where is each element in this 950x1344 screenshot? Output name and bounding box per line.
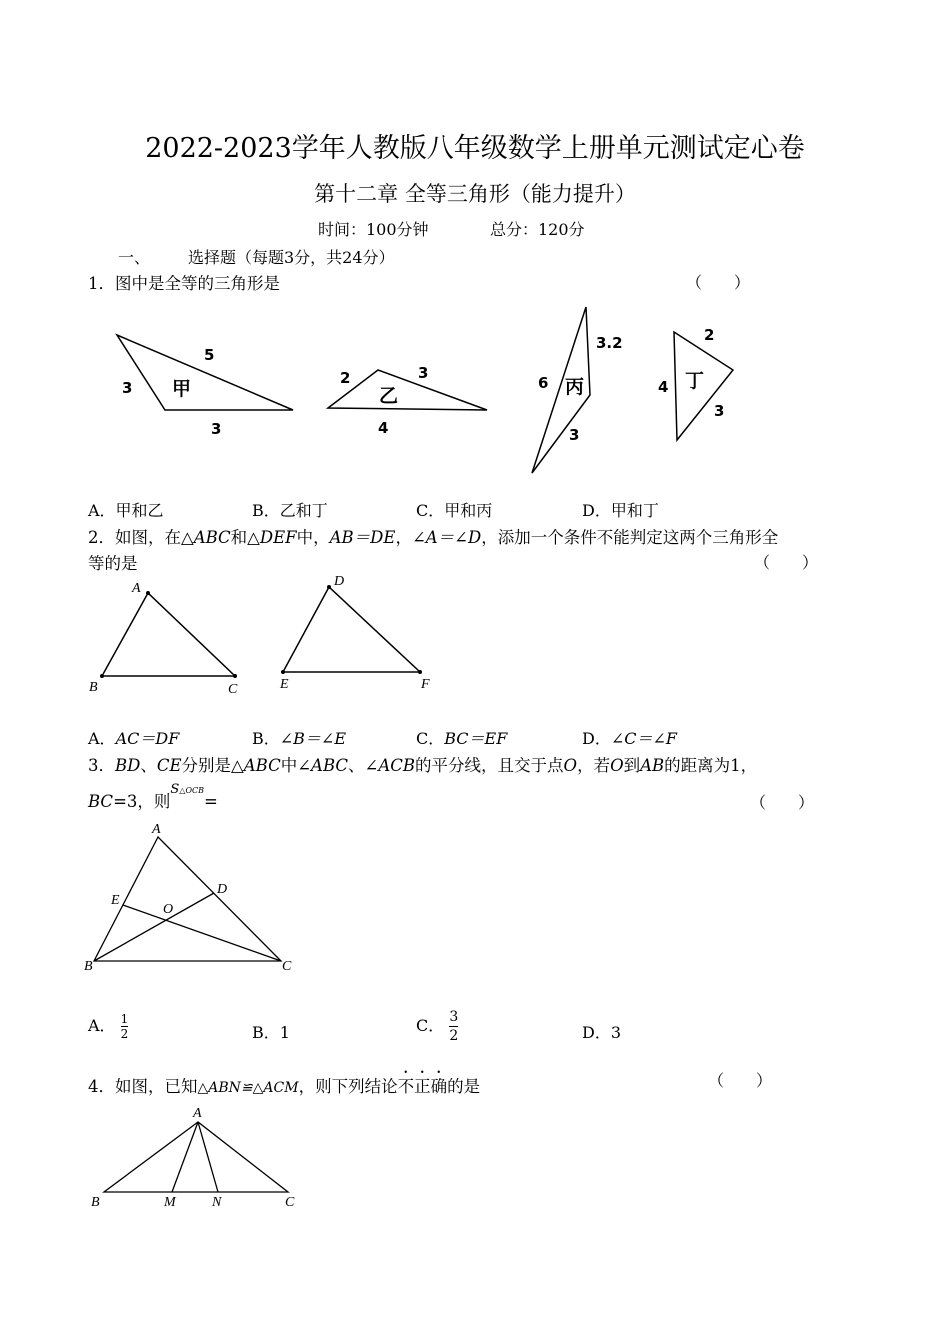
q3-text-part: 3． — [88, 756, 115, 775]
label-c: C — [228, 682, 238, 697]
q3-area-s: S — [170, 782, 180, 797]
q3-angle-abc: ABC — [311, 756, 349, 775]
q2-text-part: ，∠ — [395, 528, 426, 547]
ding-side-c: 3 — [714, 402, 725, 420]
point-c — [233, 674, 237, 678]
q3-text-part: 的平分线，且交于点 — [415, 756, 564, 775]
triangle-abc — [102, 593, 235, 676]
q2-option-text: AC＝DF — [115, 729, 180, 748]
page-title: 2022-2023学年人教版八年级数学上册单元测试定心卷 — [145, 133, 805, 164]
q4-text-part: 的是 — [447, 1077, 481, 1096]
q3-point-o: O — [610, 756, 624, 775]
segment-am — [172, 1122, 198, 1192]
q2-condition-side: AB＝DE — [329, 528, 396, 547]
q3-option-d[interactable] — [582, 1020, 621, 1043]
q2-text-part: 中， — [296, 528, 330, 547]
triangle-yi-label: 乙 — [379, 385, 399, 407]
q3-area-symbol — [170, 782, 204, 797]
jia-side-a: 5 — [204, 346, 215, 364]
bing-side-a: 3.2 — [596, 334, 623, 352]
question-2-line-1 — [88, 524, 778, 548]
q3-angle-acb: ACB — [378, 756, 416, 775]
q4-emphasis-not-correct: 不正确 — [397, 1077, 448, 1096]
label-b: B — [89, 680, 98, 695]
q2-text-part: 2．如图，在△ — [88, 528, 194, 547]
q3-option-b[interactable] — [252, 1020, 290, 1043]
q2-option-letter: C． — [416, 729, 445, 748]
q3-text-part: 中∠ — [280, 756, 312, 775]
answer-bracket-2: （ ） — [754, 553, 819, 572]
point-a — [146, 591, 150, 595]
label-d: D — [334, 574, 345, 589]
q2-option-text: ∠C＝∠F — [610, 729, 678, 748]
fraction-denominator: 2 — [449, 1028, 459, 1044]
yi-side-c: 4 — [378, 419, 389, 437]
q2-triangle-def: DEF — [259, 528, 297, 547]
q3-text-part: =3，则 — [113, 792, 171, 811]
q2-figure — [0, 570, 950, 700]
point-f — [418, 670, 422, 674]
q3-triangle-abc: ABC — [243, 756, 281, 775]
triangle-bing-label: 丙 — [565, 376, 585, 398]
q3-text-part: 分别是△ — [181, 756, 244, 775]
q1-option-c[interactable]: C．甲和丙 — [416, 501, 493, 520]
triangle-abc-q4 — [104, 1122, 288, 1192]
ding-side-a: 2 — [704, 326, 715, 344]
question-3-line-2 — [88, 782, 218, 812]
q2-option-d[interactable] — [582, 726, 677, 749]
q3-option-c[interactable] — [416, 1008, 458, 1045]
section-number: 一、 — [118, 248, 151, 267]
q3-figure — [0, 815, 950, 975]
label-f: F — [421, 677, 430, 692]
q4-figure — [0, 1100, 950, 1220]
q2-option-a[interactable] — [88, 726, 179, 749]
q3-text-part: ，若 — [577, 756, 611, 775]
q1-option-a[interactable]: A．甲和乙 — [88, 501, 164, 520]
fraction-denominator: 2 — [120, 1027, 129, 1041]
jia-side-c: 3 — [211, 420, 222, 438]
question-3-line-1 — [88, 752, 757, 776]
fraction-numerator: 3 — [449, 1009, 459, 1025]
question-4-text — [88, 1068, 480, 1097]
q4-label-b: B — [91, 1195, 100, 1210]
bisector-ce — [123, 905, 281, 961]
q3-text-part: = — [204, 792, 218, 811]
point-d — [327, 585, 331, 589]
q2-option-letter: D． — [582, 729, 611, 748]
label-a: A — [132, 581, 141, 596]
jia-side-b: 3 — [122, 379, 133, 397]
q3-label-c: C — [282, 959, 292, 974]
fraction-numerator: 1 — [120, 1012, 129, 1026]
q3-text-part: 的距离为1， — [664, 756, 758, 775]
q4-label-a: A — [193, 1106, 202, 1121]
triangle-def — [283, 587, 420, 672]
q3-option-letter: C． — [416, 1016, 445, 1035]
question-2-line-2: 等的是 — [88, 554, 138, 573]
q2-condition-angle: A＝∠D — [425, 528, 482, 547]
triangle-yi — [328, 370, 487, 410]
point-b — [100, 674, 104, 678]
answer-bracket-3: （ ） — [750, 793, 815, 812]
q1-figure — [0, 290, 950, 490]
q3-text-part: 、 — [140, 756, 157, 775]
fraction-three-halves — [449, 1008, 458, 1045]
q3-option-a[interactable] — [88, 1012, 128, 1041]
q3-label-b: B — [84, 959, 93, 974]
q1-option-b[interactable]: B．乙和丁 — [252, 501, 328, 520]
q3-option-letter: D． — [582, 1023, 611, 1042]
q3-option-letter: B． — [252, 1023, 280, 1042]
yi-side-b: 3 — [418, 364, 429, 382]
triangle-ding-label: 丁 — [685, 370, 705, 392]
q3-segment-ab: AB — [640, 756, 665, 775]
q4-congruence: △ABN≌△ACM — [197, 1080, 299, 1096]
yi-side-a: 2 — [340, 369, 351, 387]
answer-bracket-4: （ ） — [708, 1071, 773, 1090]
q3-segment-bc: BC — [88, 792, 114, 811]
q3-segment-ce: CE — [156, 756, 182, 775]
score-label: 总分：120分 — [490, 220, 585, 239]
time-label: 时间：100分钟 — [318, 220, 429, 239]
q4-label-n: N — [212, 1195, 222, 1210]
q4-text-part: ，则下列结论 — [298, 1077, 398, 1096]
triangle-abc-q3 — [94, 837, 281, 961]
q4-label-m: M — [164, 1195, 176, 1210]
q2-option-letter: A． — [88, 729, 116, 748]
q3-text-part: 、∠ — [348, 756, 379, 775]
q3-label-a: A — [152, 822, 161, 837]
chapter-subtitle: 第十二章 全等三角形（能力提升） — [314, 182, 636, 206]
q2-option-c[interactable] — [416, 726, 507, 749]
q3-area-subscript: △OCB — [179, 786, 205, 795]
triangle-jia-label: 甲 — [172, 378, 192, 400]
fraction-one-half — [121, 1012, 129, 1041]
q2-option-b[interactable] — [252, 726, 346, 749]
q2-option-letter: B． — [252, 729, 280, 748]
question-1-text: 1．图中是全等的三角形是 — [88, 274, 280, 293]
segment-an — [198, 1122, 218, 1192]
q3-label-o: O — [163, 902, 174, 917]
q3-text-part: 到 — [623, 756, 641, 775]
bing-side-c: 3 — [569, 426, 580, 444]
q3-label-e: E — [111, 893, 120, 908]
q2-option-text: BC＝EF — [444, 729, 508, 748]
q2-text-part: ，添加一个条件不能判定这两个三角形全 — [481, 528, 779, 547]
q4-label-c: C — [285, 1195, 295, 1210]
ding-side-b: 4 — [658, 378, 669, 396]
q3-point-o: O — [563, 756, 578, 775]
q2-triangle-abc: ABC — [193, 528, 231, 547]
q2-option-text: ∠B＝∠E — [279, 729, 347, 748]
bing-side-b: 6 — [538, 374, 549, 392]
q2-text-part: 和△ — [230, 528, 260, 547]
q3-segment-bd: BD — [115, 756, 141, 775]
q3-option-text: 3 — [610, 1023, 622, 1042]
section-heading: 选择题（每题3分，共24分） — [188, 248, 395, 267]
q1-option-d[interactable]: D．甲和丁 — [582, 501, 659, 520]
q3-option-letter: A． — [88, 1016, 116, 1035]
q3-option-text: 1 — [279, 1023, 290, 1042]
label-e: E — [280, 677, 289, 692]
point-e — [281, 670, 285, 674]
q4-text-part: 4．如图，已知 — [88, 1077, 198, 1096]
q3-label-d: D — [217, 882, 228, 897]
answer-bracket-1: （ ） — [686, 273, 751, 292]
